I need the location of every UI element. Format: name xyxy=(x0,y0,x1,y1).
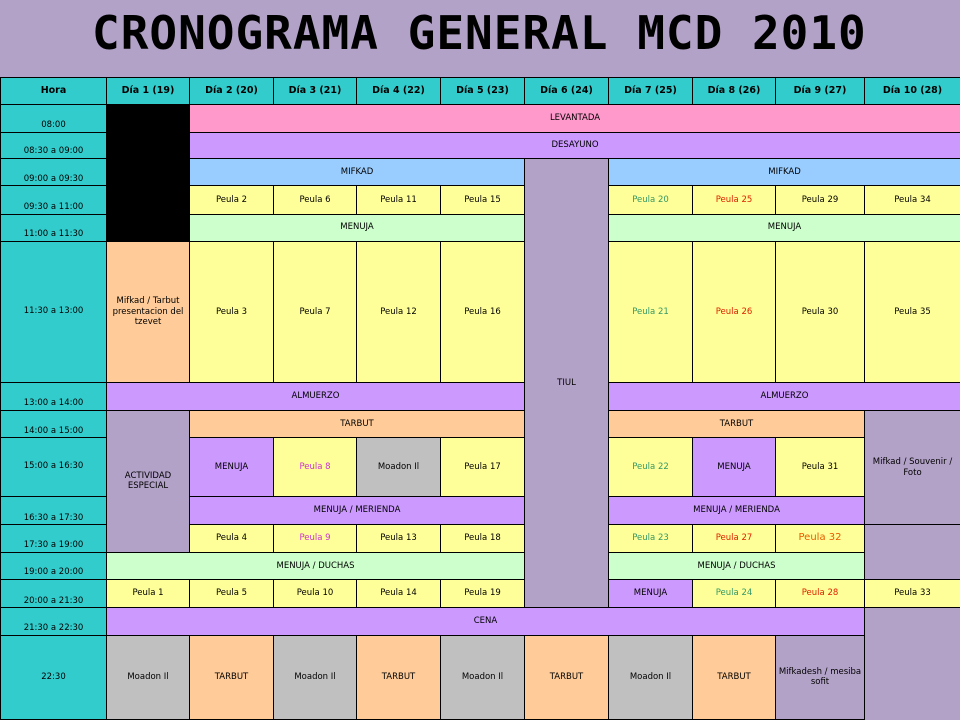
activity-cell: TARBUT xyxy=(525,635,609,719)
activity-cell: Peula 34 xyxy=(865,186,960,214)
schedule-table xyxy=(0,77,960,720)
activity-cell: Peula 16 xyxy=(441,241,525,382)
cena-cell: CENA xyxy=(107,608,865,635)
actividad-especial-cell: ACTIVIDAD ESPECIAL xyxy=(107,411,190,553)
activity-cell: Moadon Il xyxy=(274,635,357,719)
time-cell: 15:00 a 16:30 xyxy=(1,438,107,497)
time-cell: 16:30 a 17:30 xyxy=(1,497,107,525)
activity-cell: Peula 17 xyxy=(441,438,525,497)
activity-cell: Peula 25 xyxy=(693,186,776,214)
header-cell: Día 3 (21) xyxy=(274,78,357,105)
time-cell: 17:30 a 19:00 xyxy=(1,525,107,552)
tiul-cell: TIUL xyxy=(525,158,609,607)
activity-cell: TARBUT xyxy=(357,635,441,719)
merienda-cell: MENUJA / MERIENDA xyxy=(609,497,865,525)
table-row xyxy=(1,411,960,438)
time-cell: 09:30 a 11:00 xyxy=(1,186,107,214)
header-cell: Día 4 (22) xyxy=(357,78,441,105)
activity-cell: Peula 9 xyxy=(274,525,357,552)
header-cell: Día 10 (28) xyxy=(865,78,960,105)
activity-cell: Peula 11 xyxy=(357,186,441,214)
activity-cell: Mifkad / Tarbut presentacion del tzevet xyxy=(107,241,190,382)
header-cell: Día 9 (27) xyxy=(776,78,865,105)
page-title: CRONOGRAMA GENERAL MCD 2010 xyxy=(92,6,867,60)
almuerzo-cell: ALMUERZO xyxy=(107,382,525,410)
time-cell: 11:30 a 13:00 xyxy=(1,241,107,382)
time-cell: 20:00 a 21:30 xyxy=(1,580,107,608)
tarbut-cell: TARBUT xyxy=(190,411,525,438)
activity-cell: Peula 21 xyxy=(609,241,693,382)
time-cell: 08:00 xyxy=(1,105,107,132)
activity-cell: Peula 20 xyxy=(609,186,693,214)
mifkad-cell: MIFKAD xyxy=(609,158,960,185)
desayuno-cell: DESAYUNO xyxy=(190,132,960,158)
activity-cell: Peula 22 xyxy=(609,438,693,497)
table-row xyxy=(1,105,960,132)
header-cell: Día 5 (23) xyxy=(441,78,525,105)
table-row xyxy=(1,580,960,608)
activity-cell: Peula 7 xyxy=(274,241,357,382)
activity-cell: Peula 15 xyxy=(441,186,525,214)
activity-cell: Peula 23 xyxy=(609,525,693,552)
activity-cell: Peula 1 xyxy=(107,580,190,608)
activity-cell: Peula 5 xyxy=(190,580,274,608)
header-cell: Día 1 (19) xyxy=(107,78,190,105)
activity-cell: Peula 4 xyxy=(190,525,274,552)
activity-cell: Peula 18 xyxy=(441,525,525,552)
activity-cell: Peula 35 xyxy=(865,241,960,382)
activity-cell: Mifkadesh / mesiba sofit xyxy=(776,635,865,719)
header-cell: Día 8 (26) xyxy=(693,78,776,105)
activity-cell: Peula 6 xyxy=(274,186,357,214)
blank-block xyxy=(107,105,190,242)
activity-cell: Peula 8 xyxy=(274,438,357,497)
header-row xyxy=(1,78,960,105)
time-cell: 08:30 a 09:00 xyxy=(1,132,107,158)
mifkad-souvenir-cell: Mifkad / Souvenir / Foto xyxy=(865,411,960,525)
activity-cell: Peula 2 xyxy=(190,186,274,214)
activity-cell: Moadon Il xyxy=(609,635,693,719)
title-bar xyxy=(0,0,960,77)
menuja-cell: MENUJA xyxy=(190,214,525,241)
activity-cell: Peula 30 xyxy=(776,241,865,382)
activity-cell: MENUJA xyxy=(609,580,693,608)
activity-cell: Peula 3 xyxy=(190,241,274,382)
menuja-cell: MENUJA xyxy=(609,214,960,241)
header-cell: Hora xyxy=(1,78,107,105)
duchas-cell: MENUJA / DUCHAS xyxy=(609,552,865,579)
header-cell: Día 7 (25) xyxy=(609,78,693,105)
time-cell: 21:30 a 22:30 xyxy=(1,608,107,635)
activity-cell: Peula 26 xyxy=(693,241,776,382)
activity-cell: Peula 10 xyxy=(274,580,357,608)
mifkad-cell: MIFKAD xyxy=(190,158,525,185)
activity-cell: Peula 32 xyxy=(776,525,865,552)
activity-cell: TARBUT xyxy=(190,635,274,719)
table-row xyxy=(1,608,960,635)
activity-cell: Peula 12 xyxy=(357,241,441,382)
activity-cell: MENUJA xyxy=(693,438,776,497)
time-cell: 09:00 a 09:30 xyxy=(1,158,107,185)
activity-cell: Moadon Il xyxy=(107,635,190,719)
time-cell: 14:00 a 15:00 xyxy=(1,411,107,438)
activity-cell: Peula 24 xyxy=(693,580,776,608)
activity-cell: Peula 29 xyxy=(776,186,865,214)
activity-cell: Peula 27 xyxy=(693,525,776,552)
time-cell: 22:30 xyxy=(1,635,107,719)
activity-cell: MENUJA xyxy=(190,438,274,497)
duchas-cell: MENUJA / DUCHAS xyxy=(107,552,525,579)
table-row xyxy=(1,552,960,579)
time-cell: 13:00 a 14:00 xyxy=(1,382,107,410)
table-row xyxy=(1,382,960,410)
table-row xyxy=(1,241,960,382)
activity-cell: Moadon Il xyxy=(357,438,441,497)
merienda-cell: MENUJA / MERIENDA xyxy=(190,497,525,525)
activity-cell: Peula 31 xyxy=(776,438,865,497)
almuerzo-cell: ALMUERZO xyxy=(609,382,960,410)
table-row xyxy=(1,635,960,719)
activity-cell: Peula 14 xyxy=(357,580,441,608)
activity-cell: TARBUT xyxy=(693,635,776,719)
activity-cell: Moadon Il xyxy=(441,635,525,719)
time-cell: 11:00 a 11:30 xyxy=(1,214,107,241)
activity-cell: Peula 28 xyxy=(776,580,865,608)
header-cell: Día 2 (20) xyxy=(190,78,274,105)
activity-cell: Peula 13 xyxy=(357,525,441,552)
activity-cell: Peula 19 xyxy=(441,580,525,608)
activity-cell: Peula 33 xyxy=(865,580,960,608)
time-cell: 19:00 a 20:00 xyxy=(1,552,107,579)
levantada-cell: LEVANTADA xyxy=(190,105,960,132)
header-cell: Día 6 (24) xyxy=(525,78,609,105)
tarbut-cell: TARBUT xyxy=(609,411,865,438)
